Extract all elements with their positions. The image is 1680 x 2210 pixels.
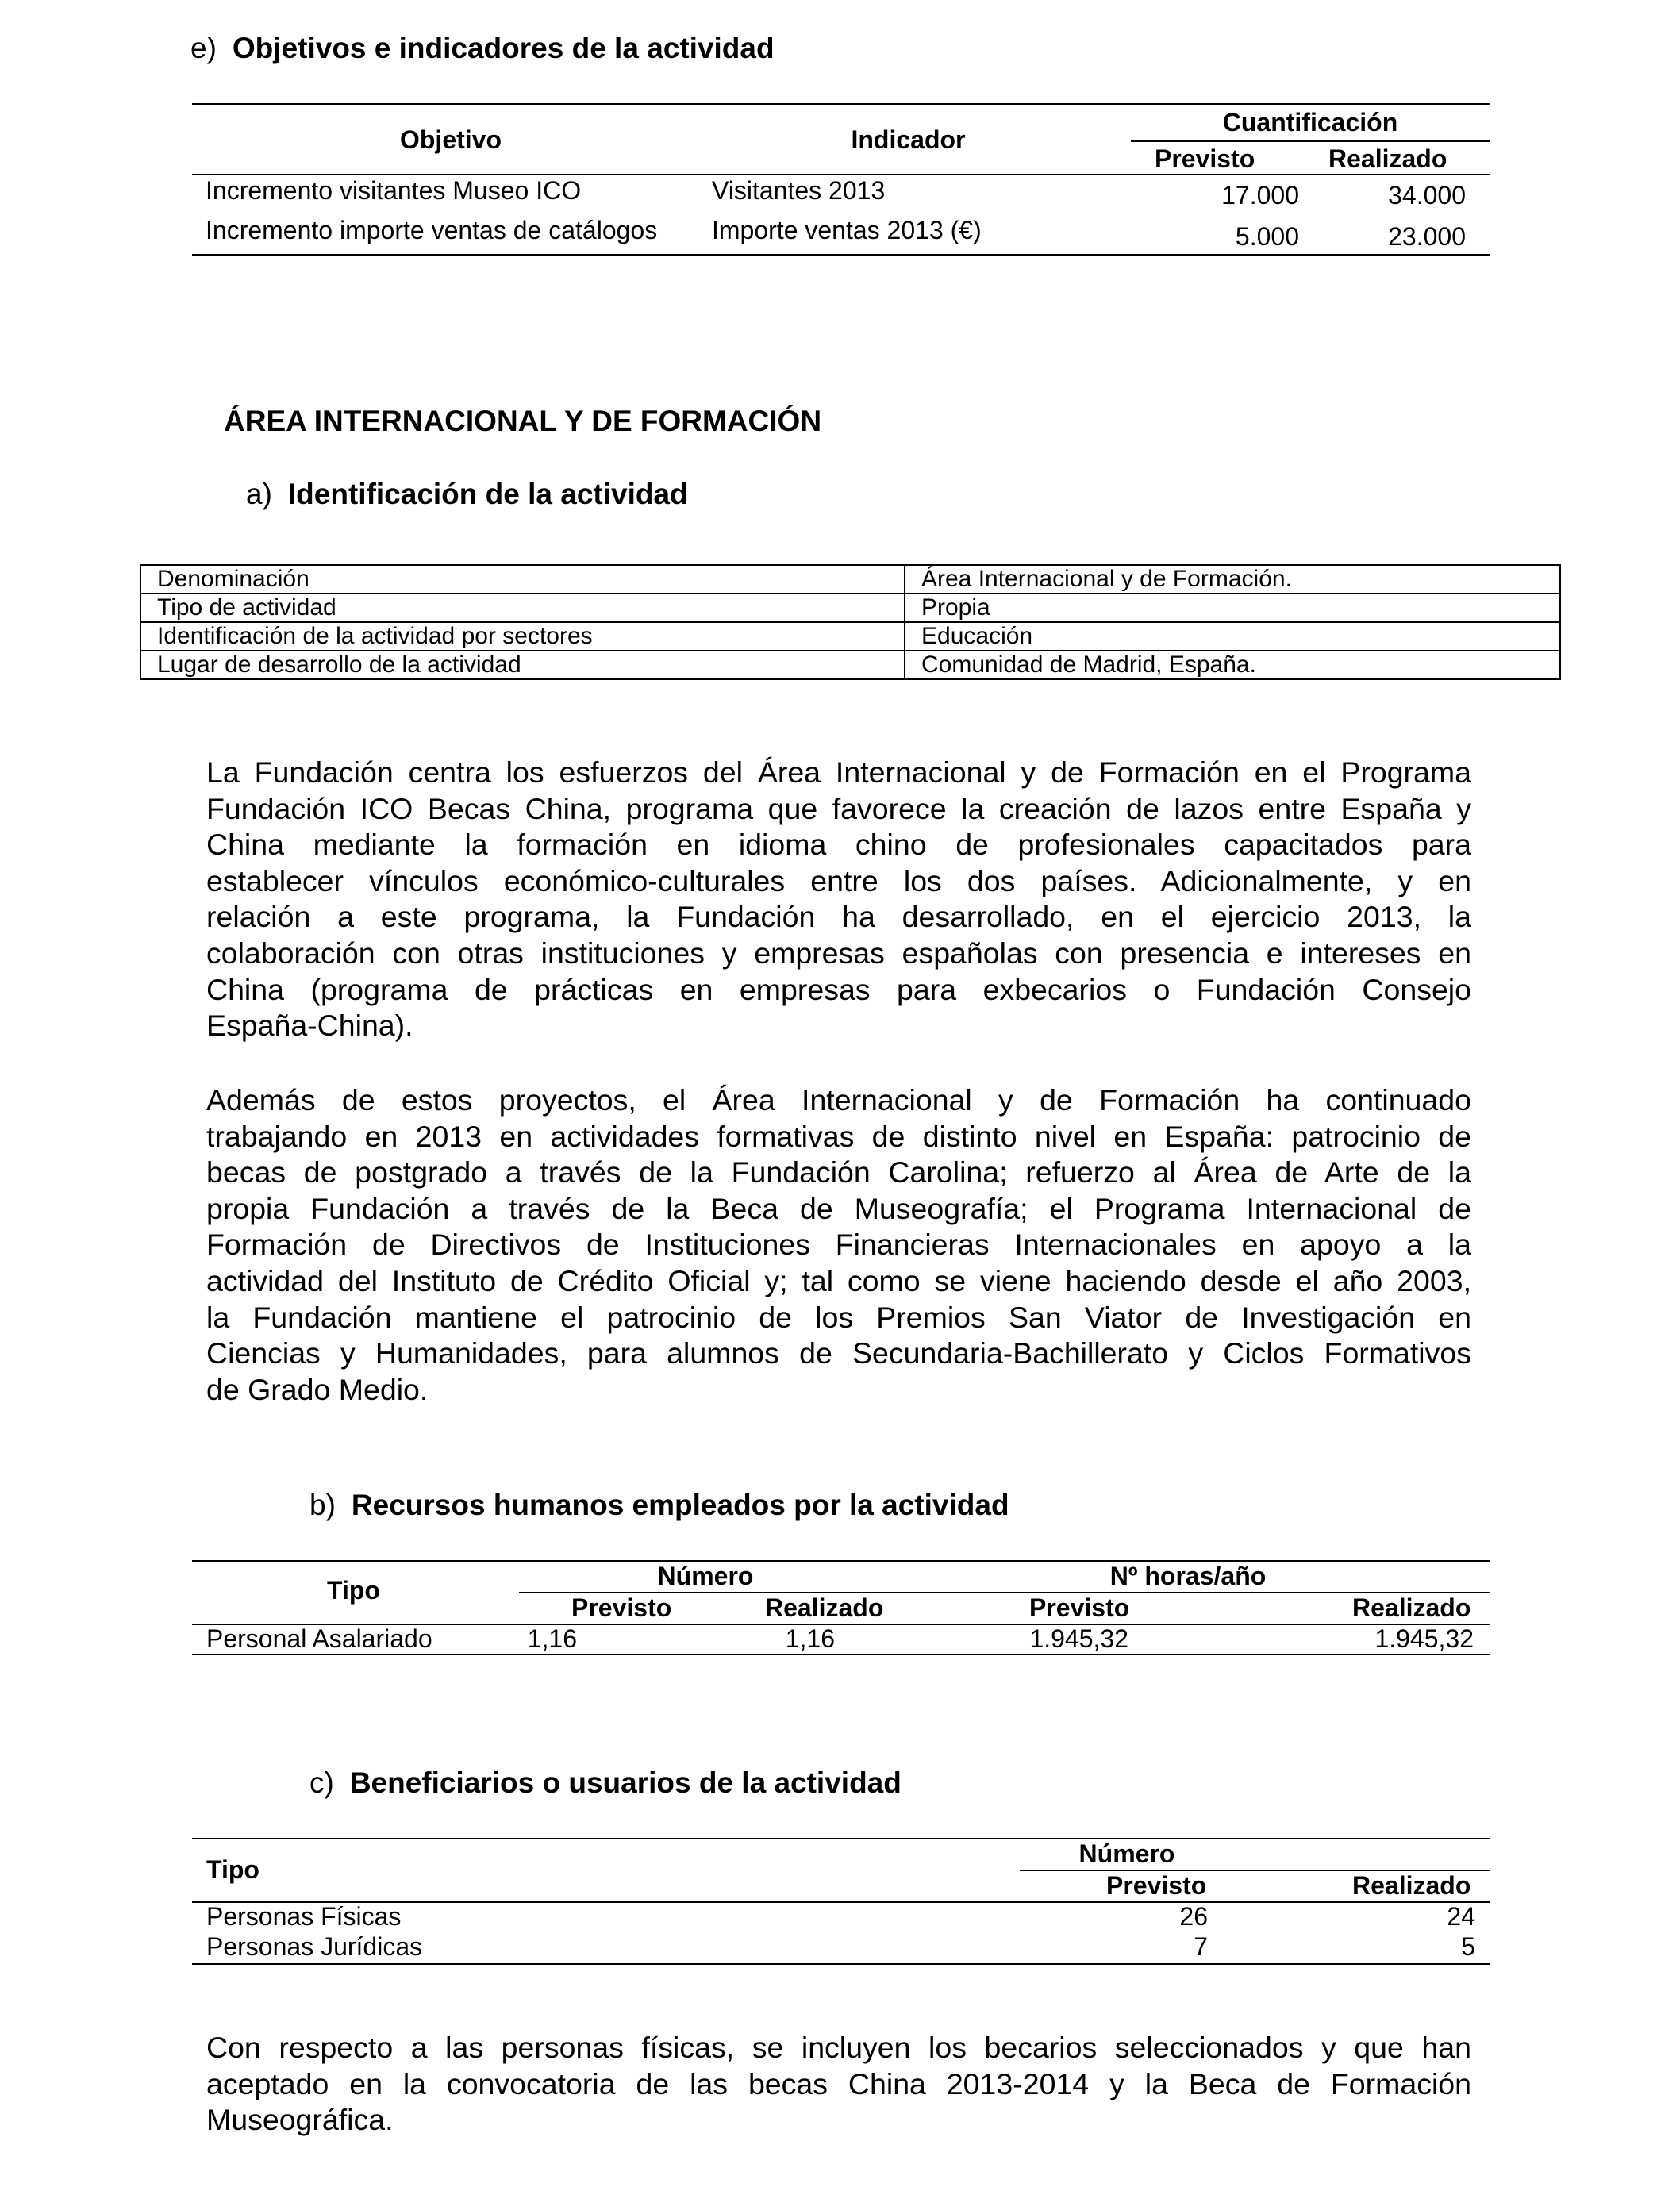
paragraph-2-line: propia Fundación a través de la Beca de Museografía; el Programa Internacional de [206, 1191, 1471, 1225]
objectives-table-wrap [192, 103, 1490, 256]
beneficiaries-table [192, 1838, 1490, 1965]
obj-row-2-objetivo: Incremento importe ventas de catálogos [206, 216, 658, 244]
ben-row-1-realizado: 24 [1447, 1902, 1475, 1931]
obj-row-1-indicador: Visitantes 2013 [712, 176, 886, 205]
paragraph-2 [206, 1082, 1471, 1408]
human-resources-table: Tipo Número Nº horas/año Previsto Realizado Previsto Realizado Personal Asalariado 1,16 1,16 1.945,32 1.945,32 [192, 1560, 1490, 1655]
obj-row-1-realizado: 34.000 [1388, 181, 1466, 209]
id-row-1-value: Área Internacional y de Formación. [905, 565, 1560, 594]
section-b-title: Recursos humanos empleados por la actividad [351, 1489, 1009, 1521]
header-cuantificacion: Cuantificación [1222, 108, 1398, 136]
ben-row-1-tipo: Personas Físicas [206, 1902, 402, 1931]
paragraph-2-line: la Fundación mantiene el patrocinio de los Premios San Viator de Investigación en [206, 1300, 1471, 1334]
hr-header-tipo: Tipo [327, 1576, 380, 1605]
section-a-title: Identificación de la actividad [287, 478, 688, 510]
paragraph-1-line: China (programa de prácticas en empresas para exbecarios o Fundación Consejo [206, 972, 1471, 1006]
area-title: ÁREA INTERNACIONAL Y DE FORMACIÓN [224, 405, 822, 437]
id-row [140, 622, 1560, 651]
section-c-title: Beneficiarios o usuarios de la actividad [349, 1766, 902, 1799]
ben-header-tipo: Tipo [206, 1855, 259, 1884]
paragraph-1-line: Fundación ICO Becas China, programa que favorece la creación de lazos entre España y [206, 791, 1471, 825]
paragraph-2-line: becas de postgrado a través de la Fundación Carolina; refuerzo al Área de Arte de la [206, 1155, 1471, 1190]
header-realizado: Realizado [1328, 144, 1447, 173]
paragraph-1-line: La Fundación centra los esfuerzos del Área Internacional y de Formación en el Programa [206, 755, 1471, 789]
paragraph-3 [206, 2030, 1471, 2139]
ben-header-numero: Número [1078, 1839, 1175, 1868]
hr-row-1-tipo: Personal Asalariado [206, 1624, 432, 1653]
paragraph-2-line: Ciencias y Humanidades, para alumnos de Secundaria-Bachillerato y Ciclos Formativos [206, 1336, 1471, 1370]
id-row [140, 594, 1560, 622]
ben-row-1-previsto: 26 [1179, 1902, 1208, 1931]
id-row-3-label: Identificación de la actividad por sectores [140, 622, 905, 651]
paragraph-1-line: China mediante la formación en idioma chino de profesionales capacitados para [206, 828, 1471, 862]
id-row-2-label: Tipo de actividad [140, 594, 905, 622]
paragraph-1-line: relación a este programa, la Fundación ha desarrollado, en el ejercicio 2013, la [206, 900, 1471, 934]
id-row [140, 651, 1560, 679]
id-row-4-label: Lugar de desarrollo de la actividad [140, 651, 905, 679]
paragraph-2-line: Además de estos proyectos, el Área Internacional y de Formación ha continuado [206, 1083, 1471, 1117]
id-row-1-label: Denominación [140, 565, 905, 594]
id-row [140, 565, 1560, 594]
id-row-4-value: Comunidad de Madrid, España. [905, 651, 1560, 679]
obj-row-1-previsto: 17.000 [1221, 181, 1299, 209]
header-indicador: Indicador [851, 125, 966, 154]
hr-header-num-previsto: Previsto [571, 1593, 672, 1622]
identification-table [140, 564, 1561, 680]
paragraph-2-line: actividad del Instituto de Crédito Oficial y; tal como se viene haciendo desde el año 2003, [206, 1263, 1471, 1297]
id-row-2-value: Propia [905, 594, 1560, 622]
paragraph-1 [206, 755, 1471, 1044]
hr-row-1-num-previsto-value: 1,16 [527, 1624, 577, 1653]
paragraph-1-line: España-China). [206, 1009, 413, 1043]
paragraph-1-line: establecer vínculos económico-culturales entre los dos países. Adicionalmente, y en [206, 863, 1471, 897]
hr-header-horas-previsto: Previsto [1029, 1593, 1130, 1622]
section-c-heading [309, 1766, 902, 1800]
hr-header-num-realizado: Realizado [765, 1593, 884, 1622]
section-c-letter: c) [309, 1766, 334, 1799]
paragraph-2-line: trabajando en 2013 en actividades formativas de distinto nivel en España: patrocinio de [206, 1119, 1471, 1153]
section-b-heading [309, 1489, 1009, 1522]
paragraph-2-line: de Grado Medio. [206, 1372, 429, 1406]
section-e-letter: e) [190, 32, 217, 64]
paragraph-3-line: Con respecto a las personas físicas, se incluyen los becarios seleccionados y que han [206, 2031, 1471, 2064]
header-previsto: Previsto [1155, 144, 1255, 173]
paragraph-1-line: colaboración con otras instituciones y empresas españolas con presencia e intereses en [206, 936, 1471, 970]
section-e-title: Objetivos e indicadores de la actividad [232, 32, 775, 64]
section-a-heading [246, 478, 688, 511]
ben-header-realizado: Realizado [1352, 1871, 1471, 1900]
section-e-heading [190, 32, 775, 65]
id-row-3-value: Educación [905, 622, 1560, 651]
hr-header-horas-realizado: Realizado [1352, 1593, 1471, 1622]
hr-header-horas: Nº horas/año [1109, 1562, 1267, 1590]
ben-header-previsto: Previsto [1106, 1871, 1207, 1900]
obj-row-2-previsto: 5.000 [1235, 222, 1299, 251]
obj-row-1-objetivo: Incremento visitantes Museo ICO [206, 176, 582, 205]
section-a-letter: a) [246, 478, 272, 510]
header-objetivo: Objetivo [399, 125, 502, 154]
section-b-letter: b) [309, 1489, 336, 1521]
paragraph-3-line: aceptado en la convocatoria de las becas China 2013-2014 y la Beca de Formación [206, 2066, 1471, 2100]
hr-header-numero: Número [657, 1562, 754, 1590]
obj-row-2-realizado: 23.000 [1388, 222, 1466, 251]
paragraph-3-line: Museográfica. [206, 2103, 394, 2137]
ben-row-2-tipo: Personas Jurídicas [206, 1932, 423, 1961]
ben-row-2-realizado: 5 [1461, 1932, 1475, 1961]
paragraph-2-line: Formación de Directivos de Instituciones Financieras Internacionales en apoyo a la [206, 1228, 1471, 1262]
obj-row-2-indicador: Importe ventas 2013 (€) [712, 216, 982, 244]
ben-row-2-previsto: 7 [1194, 1932, 1208, 1961]
